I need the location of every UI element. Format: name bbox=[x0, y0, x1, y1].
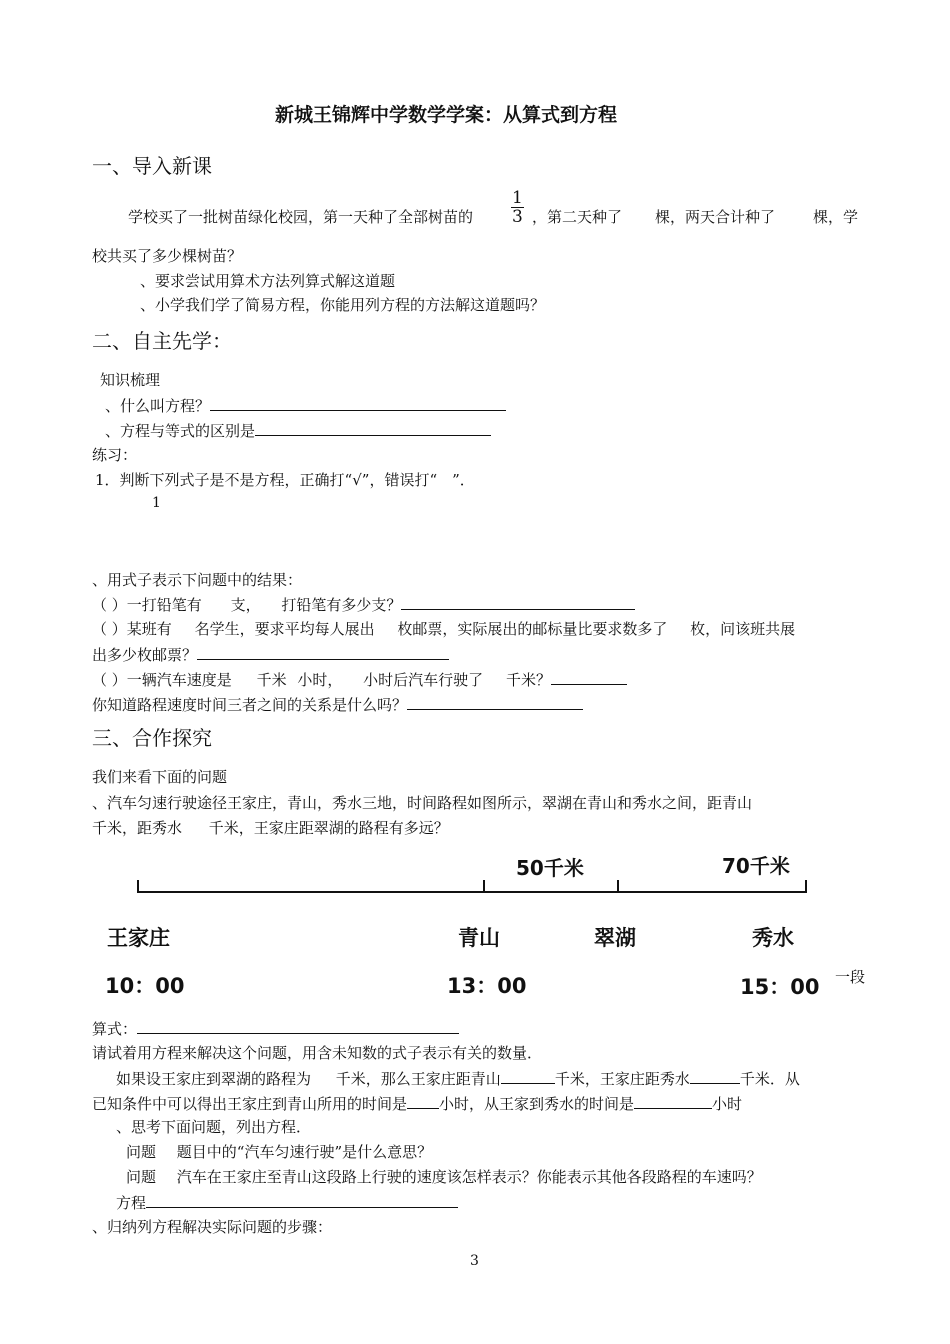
practice-1-item: 1 bbox=[152, 495, 161, 511]
practice-2c-part2: 千米 bbox=[256, 671, 287, 689]
tick-wangjiazhuang bbox=[137, 880, 139, 893]
answer-blank[interactable] bbox=[407, 1092, 439, 1109]
section-heading-self-study: 二、自主先学： bbox=[92, 329, 232, 353]
question-a bbox=[126, 1141, 432, 1162]
formula-line bbox=[92, 1017, 459, 1039]
practice-2b-part4: 枚，问该班共展 bbox=[690, 620, 796, 638]
practice-2a-part3: 打铅笔有多少支？ bbox=[281, 596, 402, 614]
practice-2c-part5: 千米？ bbox=[505, 671, 551, 689]
answer-blank[interactable] bbox=[690, 1067, 740, 1084]
route-line bbox=[137, 891, 807, 893]
practice-2d-text: 你知道路程速度时间三者之间的关系是什么吗？ bbox=[92, 696, 408, 714]
practice-2: 、用式子表示下问题中的结果： bbox=[92, 571, 303, 589]
knowledge-question-2 bbox=[105, 419, 491, 441]
place-cuihu: 翠湖 bbox=[594, 926, 636, 950]
distance-label-2: 70千米 bbox=[722, 854, 790, 878]
equation-label: 方程 bbox=[116, 1194, 147, 1212]
problem-text-part2: ，第二天种了 bbox=[532, 208, 623, 226]
answer-blank[interactable] bbox=[634, 1092, 712, 1109]
answer-blank[interactable] bbox=[146, 1191, 458, 1208]
explore-problem-line2-a: 千米，距秀水 bbox=[92, 819, 183, 837]
question-b bbox=[126, 1166, 762, 1187]
question-equation: 、小学我们学了简易方程，你能用列方程的方法解这道题吗？ bbox=[140, 296, 546, 314]
practice-2b-line2-text: 出多少枚邮票？ bbox=[92, 646, 198, 664]
page-number: 3 bbox=[470, 1253, 479, 1269]
practice-2a-part2: 支， bbox=[230, 596, 261, 614]
summary-line: 、归纳列方程解决实际问题的步骤： bbox=[92, 1218, 333, 1236]
fraction-numerator: 1 bbox=[512, 188, 523, 208]
practice-2b-part2: 名学生，要求平均每人展出 bbox=[194, 620, 375, 638]
practice-2d bbox=[92, 693, 583, 715]
problem-text-part4: 棵，学 bbox=[813, 208, 859, 226]
time-xiushui: 15：00 bbox=[740, 975, 820, 999]
place-qingshan: 青山 bbox=[458, 926, 500, 950]
question-a-label: 问题 bbox=[126, 1143, 157, 1161]
problem-text-part3: 棵，两天合计种了 bbox=[655, 208, 776, 226]
page-title: 新城王锦辉中学数学学案：从算式到方程 bbox=[275, 104, 618, 126]
knowledge-question-1 bbox=[105, 394, 506, 416]
question-a-text: 题目中的“汽车匀速行驶”是什么意思？ bbox=[176, 1143, 433, 1161]
practice-2a bbox=[92, 593, 635, 615]
section-heading-cooperation: 三、合作探究 bbox=[92, 726, 212, 750]
practice-2b-part1: （ ）某班有 bbox=[92, 620, 172, 638]
question-arithmetic: 、要求尝试用算术方法列算式解这道题 bbox=[140, 272, 396, 290]
side-note: 一段 bbox=[835, 968, 866, 986]
assume-line2 bbox=[92, 1092, 742, 1114]
place-xiushui: 秀水 bbox=[752, 926, 794, 950]
explore-intro: 我们来看下面的问题 bbox=[92, 768, 228, 786]
problem-text-part1: 学校买了一批树苗绿化校园，第一天种了全部树苗的 bbox=[128, 208, 474, 226]
assume-line2-b: 小时，从王家到秀水的时间是 bbox=[439, 1095, 635, 1113]
equation-line bbox=[116, 1191, 458, 1213]
answer-blank[interactable] bbox=[551, 668, 627, 685]
think-line: 、思考下面问题，列出方程． bbox=[116, 1118, 312, 1136]
tick-xiushui bbox=[805, 880, 807, 893]
practice-2c bbox=[92, 668, 627, 690]
place-wangjiazhuang: 王家庄 bbox=[107, 926, 170, 950]
practice-2c-part1: （ ）一辆汽车速度是 bbox=[92, 671, 232, 689]
practice-2b-line2 bbox=[92, 643, 449, 665]
assume-part2: 千米，那么王家庄距青山 bbox=[335, 1070, 501, 1088]
practice-2a-part1: （ ）一打铅笔有 bbox=[92, 596, 202, 614]
assume-part4: 千米．从 bbox=[739, 1070, 800, 1088]
fraction-denominator: 3 bbox=[512, 207, 523, 227]
practice-heading: 练习： bbox=[92, 446, 138, 464]
assume-line2-c: 小时 bbox=[712, 1095, 743, 1113]
section-heading-intro: 一、导入新课 bbox=[92, 154, 212, 178]
tick-cuihu bbox=[617, 880, 619, 893]
answer-blank[interactable] bbox=[137, 1017, 459, 1034]
knowledge-question-1-text: 、什么叫方程？ bbox=[105, 397, 211, 415]
question-b-label: 问题 bbox=[126, 1168, 157, 1186]
method-line: 请试着用方程来解决这个问题，用含未知数的式子表示有关的数量． bbox=[92, 1044, 543, 1062]
answer-blank[interactable] bbox=[197, 643, 449, 660]
explore-problem-line2 bbox=[92, 817, 449, 838]
answer-blank[interactable] bbox=[501, 1067, 555, 1084]
explore-problem-line2-b: 千米，王家庄距翠湖的路程有多远？ bbox=[208, 819, 449, 837]
practice-2b bbox=[92, 618, 795, 639]
knowledge-heading: 知识梳理 bbox=[100, 371, 161, 389]
assume-part1: 如果设王家庄到翠湖的路程为 bbox=[116, 1070, 312, 1088]
assume-part3: 千米，王家庄距秀水 bbox=[554, 1070, 690, 1088]
practice-2b-part3: 枚邮票，实际展出的邮标量比要求数多了 bbox=[397, 620, 668, 638]
question-b-text: 汽车在王家庄至青山这段路上行驶的速度该怎样表示？你能表示其他各段路程的车速吗？ bbox=[176, 1168, 762, 1186]
fraction-one-third bbox=[511, 189, 524, 226]
practice-1: 1．判断下列式子是不是方程，正确打“√”，错误打“ ”． bbox=[95, 471, 475, 489]
time-qingshan: 13：00 bbox=[447, 974, 527, 998]
assume-line2-a: 已知条件中可以得出王家庄到青山所用的时间是 bbox=[92, 1095, 408, 1113]
practice-2c-part4: 小时后汽车行驶了 bbox=[363, 671, 484, 689]
assume-line1 bbox=[116, 1067, 800, 1089]
time-wangjiazhuang: 10：00 bbox=[105, 974, 185, 998]
explore-problem-line1: 、汽车匀速行驶途径王家庄，青山，秀水三地，时间路程如图所示，翠湖在青山和秀水之间，距青山 bbox=[92, 794, 753, 812]
formula-label: 算式： bbox=[92, 1020, 138, 1038]
answer-blank[interactable] bbox=[255, 419, 491, 436]
distance-label-1: 50千米 bbox=[516, 856, 584, 880]
answer-blank[interactable] bbox=[210, 394, 506, 411]
practice-2c-part3: 小时， bbox=[297, 671, 343, 689]
problem-text-line2: 校共买了多少棵树苗？ bbox=[92, 247, 243, 265]
answer-blank[interactable] bbox=[401, 593, 635, 610]
knowledge-question-2-text: 、方程与等式的区别是 bbox=[105, 422, 256, 440]
answer-blank[interactable] bbox=[407, 693, 583, 710]
tick-qingshan bbox=[483, 880, 485, 893]
